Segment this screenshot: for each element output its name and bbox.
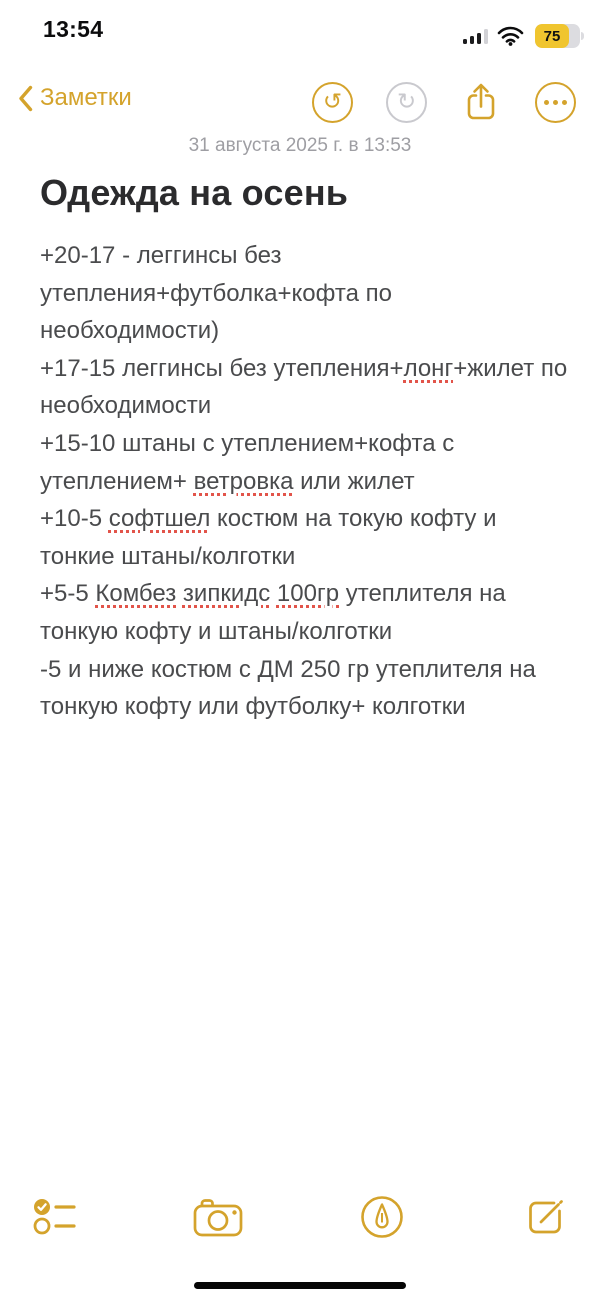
markup-button[interactable]	[357, 1192, 407, 1242]
compose-icon	[522, 1194, 568, 1240]
more-options-button[interactable]	[535, 82, 576, 123]
ellipsis-icon	[544, 100, 567, 105]
status-time: 13:54	[43, 16, 104, 42]
misspelled-word: Комбез	[95, 580, 177, 608]
note-date: 31 августа 2025 г. в 13:53	[188, 135, 412, 156]
note-paragraph	[40, 350, 572, 425]
wifi-icon	[497, 26, 524, 46]
back-to-notes-button[interactable]	[18, 84, 132, 112]
share-icon	[460, 80, 502, 124]
camera-button[interactable]	[193, 1192, 243, 1242]
text-segment	[176, 580, 183, 607]
text-segment: +10-5	[40, 505, 109, 533]
battery-icon	[535, 24, 584, 48]
redo-button[interactable]	[386, 82, 427, 123]
misspelled-word: зипкидс	[182, 580, 271, 608]
misspelled-word: софтшел	[108, 505, 211, 533]
status-icons	[463, 24, 585, 48]
misspelled-word: лонг	[403, 354, 454, 382]
note-title[interactable]: Одежда на осень	[40, 172, 349, 213]
text-segment: -5 и ниже костюм с ДМ 250 гр утеплителя на тонкую кофту или футболку+ колготки	[40, 655, 536, 721]
camera-icon	[192, 1196, 244, 1238]
text-segment: +5-5	[40, 580, 96, 608]
text-segment: +жилет по необходимости	[40, 354, 568, 420]
note-body[interactable]	[40, 237, 572, 726]
share-button[interactable]	[460, 80, 502, 124]
text-segment: +20-17 - леггинсы без утепления+футболка+кофта по необходимости)	[40, 242, 392, 345]
compose-button[interactable]	[520, 1192, 570, 1242]
text-segment: костюм на токую кофту и тонкие штаны/колготки	[40, 505, 497, 570]
bottom-toolbar	[0, 1192, 600, 1242]
battery-percent: 75	[543, 27, 561, 45]
note-paragraph	[40, 575, 572, 650]
redo-icon: ↻	[396, 87, 417, 114]
text-segment: или жилет	[293, 467, 415, 495]
misspelled-word: 100гр	[276, 580, 340, 608]
nav-actions	[312, 80, 576, 124]
cellular-signal-icon	[463, 29, 489, 44]
undo-button[interactable]	[312, 82, 353, 123]
back-button-label: Заметки	[40, 84, 132, 111]
note-paragraph	[40, 500, 572, 575]
text-segment: +17-15 леггинсы без утепления+	[40, 354, 404, 382]
undo-icon: ↺	[322, 87, 343, 114]
chevron-left-icon	[18, 85, 33, 112]
checklist-button[interactable]	[30, 1192, 80, 1242]
misspelled-word: ветровка	[193, 467, 294, 495]
checklist-icon	[31, 1194, 79, 1240]
text-segment: утеплителя на тонкую кофту и штаны/колготки	[40, 580, 506, 645]
note-paragraph	[40, 651, 572, 726]
markup-pen-icon	[359, 1194, 405, 1240]
home-indicator[interactable]	[194, 1282, 406, 1289]
note-paragraph	[40, 237, 572, 350]
text-segment: +15-10 штаны с утеплением+кофта с утеплением+	[40, 429, 455, 495]
note-paragraph	[40, 425, 572, 500]
text-segment	[270, 580, 277, 607]
